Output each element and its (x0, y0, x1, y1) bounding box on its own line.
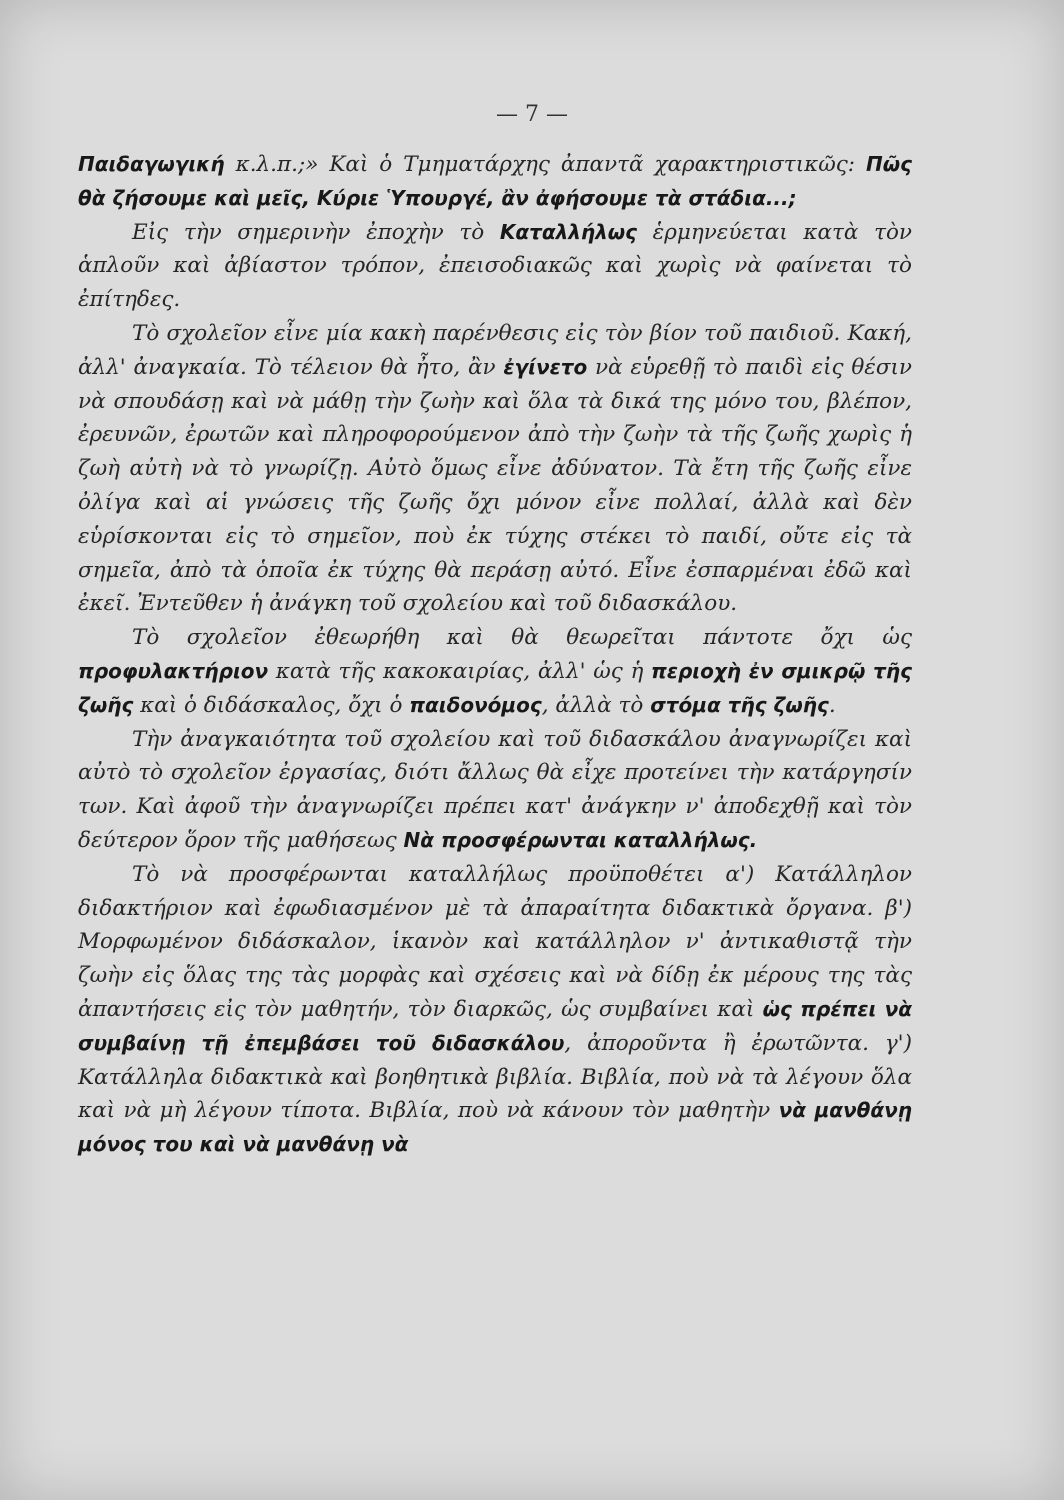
bold-phrase: Καταλλήλως (499, 219, 638, 244)
text-run: κ.λ.π.;» Καὶ ὁ Τμηματάρχης ἀπαντᾶ χαρακτηριστικῶς: (224, 152, 867, 177)
bold-phrase: προφυλακτήριον (78, 658, 269, 683)
paragraph (78, 858, 912, 1162)
text-run: κατὰ τῆς κακοκαιρίας, ἀλλ' ὡς ἡ (268, 658, 652, 684)
bold-phrase: Παιδαγωγική (78, 152, 225, 176)
text-run: Τὸ νὰ προσφέρωνται καταλλήλως προϋποθέτει α') Κατάλληλον διδακτήριον καὶ ἐφωδιασμένον μὲ τὰ ἀπαραίτητα διδακτικὰ ὄργανα. β') Μορφωμένον διδάσκαλον, ἱκανὸν καὶ κατάλληλον ν' ἀντικαθιστᾷ τὴν ζωὴν εἰς ὅλας της τὰς μορφὰς καὶ σχέσεις καὶ νὰ δίδῃ ἐκ μέρους της τὰς ἀπαντήσεις εἰς τὸν μαθητήν, τὸν διαρκῶς, ὡς συμβαίνει καὶ (78, 861, 912, 1022)
bold-phrase: στόμα τῆς ζωῆς (650, 692, 829, 717)
text-run: , ἀποροῦντα ἢ ἐρωτῶντα. γ') Κατάλληλα διδακτικὰ καὶ βοηθητικὰ βιβλία. Βιβλία, ποὺ νὰ τὰ λέγουν ὅλα καὶ νὰ μὴ λέγουν τίποτα. Βιβλία, ποὺ νὰ κάνουν τὸν μαθητὴν (78, 1030, 912, 1124)
bold-phrase: περιοχὴ ἐν σμικρῷ τῆς ζωῆς (78, 658, 913, 717)
text-run: , ἀλλὰ τὸ (541, 692, 651, 718)
text-run: ἑρμηνεύεται κατὰ τὸν ἁπλοῦν καὶ ἀβίαστον τρόπον, ἐπεισοδιακῶς καὶ χωρὶς νὰ φαίνεται τὸ ἐπίτηδες. (78, 219, 912, 313)
bold-phrase: νὰ μανθάνῃ μόνος του καὶ νὰ μανθάνῃ νὰ (78, 1098, 913, 1157)
text-run: . (828, 692, 836, 718)
bold-phrase: παιδονόμος (409, 692, 542, 717)
paragraph (78, 621, 912, 722)
paragraph (78, 216, 912, 317)
page-number: — 7 — (496, 102, 568, 127)
text-run: Τὸ σχολεῖον εἶνε μία κακὴ παρένθεσις εἰς τὸν βίον τοῦ παιδιοῦ. Κακή, ἀλλ' ἀναγκαία. Τὸ τέλειον θὰ ἦτο, ἂν (78, 320, 912, 380)
text-run: Τὴν ἀναγκαιότητα τοῦ σχολείου καὶ τοῦ διδασκάλου ἀναγνωρίζει καὶ αὐτὸ τὸ σχολεῖον ἐργασίας, διότι ἄλλως θὰ εἶχε προτείνει τὴν κατάργησίν των. Καὶ ἀφοῦ τὴν ἀναγνωρίζει πρέπει κατ' ἀνάγκην ν' ἀποδεχθῇ καὶ τὸν δεύτερον ὅρον τῆς μαθήσεως (78, 726, 912, 853)
bold-phrase: Πῶς θὰ ζήσουμε καὶ μεῖς, Κύριε Ὑπουργέ, ἂν ἀφήσουμε τὰ στάδια...; (78, 152, 912, 210)
paragraph (78, 723, 912, 858)
bold-phrase: Νὰ προσφέρωνται καταλλήλως. (403, 827, 758, 852)
text-run: Εἰς τὴν σημερινὴν ἐποχὴν τὸ (132, 219, 500, 245)
paragraph (78, 317, 912, 621)
bold-phrase: ἐγίνετο (503, 354, 588, 379)
text-run: καὶ ὁ διδάσκαλος, ὄχι ὁ (133, 692, 410, 718)
text-run: Τὸ σχολεῖον ἐθεωρήθη καὶ θὰ θεωρεῖται πάντοτε ὄχι ὡς (132, 625, 912, 651)
bold-phrase: ὡς πρέπει νὰ συμβαίνῃ τῇ ἐπεμβάσει τοῦ διδασκάλου (78, 996, 912, 1055)
body-text (78, 148, 912, 1162)
text-run: νὰ εὑρεθῇ τὸ παιδὶ εἰς θέσιν νὰ σπουδάσῃ καὶ νὰ μάθῃ τὴν ζωὴν καὶ ὅλα τὰ δικά της μόνο του, βλέπον, ἐρευνῶν, ἐρωτῶν καὶ πληροφορούμενον ἀπὸ τὴν ζωὴν τὰ τῆς ζωῆς χωρὶς ἡ ζωὴ αὐτὴ νὰ τὸ γνωρίζῃ. Αὐτὸ ὅμως εἶνε ἀδύνατον. Τὰ ἔτη τῆς ζωῆς εἶνε ὀλίγα καὶ αἱ γνώσεις τῆς ζωῆς ὄχι μόνον εἶνε πολλαί, ἀλλὰ καὶ δὲν εὑρίσκονται εἰς τὸ σημεῖον, ποὺ ἐκ τύχης στέκει τὸ παιδί, οὔτε εἰς τὰ σημεῖα, ἀπὸ τὰ ὁποῖα ἐκ τύχης θὰ περάσῃ αὐτό. Εἶνε ἐσπαρμέναι ἐδῶ καὶ ἐκεῖ. Ἐντεῦθεν ἡ ἀνάγκη τοῦ σχολείου καὶ τοῦ διδασκάλου. (78, 354, 912, 617)
paragraph (78, 148, 912, 216)
